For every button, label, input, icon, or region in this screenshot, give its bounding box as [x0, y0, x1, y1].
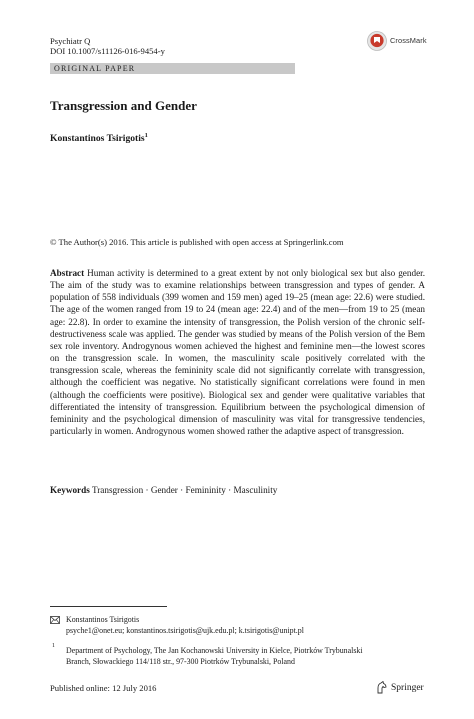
keywords	[50, 485, 277, 495]
affil-number: 1	[52, 643, 55, 649]
author-line	[50, 132, 148, 144]
author-name: Konstantinos Tsirigotis	[50, 133, 145, 145]
abstract-label: Abstract	[50, 268, 85, 278]
article-title: Transgression and Gender	[50, 98, 197, 113]
springer-label: Springer	[391, 683, 424, 693]
footnote-rule	[50, 606, 167, 607]
copyright-notice: © The Author(s) 2016. This article is published with open access at Springerlink.com	[50, 237, 344, 247]
envelope-icon	[50, 616, 60, 624]
keywords-label: Keywords	[50, 485, 90, 495]
contact-name: Konstantinos Tsirigotis	[66, 615, 140, 624]
affil-line-1: Department of Psychology, The Jan Kochanowski University in Kielce, Piotrków Trybunalski	[66, 646, 363, 655]
section-label: ORIGINAL PAPER	[54, 64, 136, 73]
author-affil-mark: 1	[144, 132, 148, 139]
contact-emails[interactable]: psyche1@onet.eu; konstantinos.tsirigotis@ujk.edu.pl; k.tsirigotis@unipt.pl	[66, 626, 304, 635]
crossmark-label: CrossMark	[390, 36, 427, 45]
crossmark-icon	[367, 31, 387, 51]
corresponding-author	[66, 614, 304, 636]
journal-header	[50, 36, 165, 56]
springer-logo	[376, 681, 436, 695]
crossmark-badge[interactable]	[367, 31, 429, 51]
published-date: Published online: 12 July 2016	[50, 683, 157, 693]
section-bar	[50, 63, 295, 74]
affil-line-2: Branch, Słowackiego 114/118 str., 97-300 Piotrków Trybunalski, Poland	[66, 657, 295, 666]
abstract	[50, 267, 425, 437]
abstract-text: Human activity is determined to a great extent by not only biological sex but also gender. The aim of the study was to examine relationships between transgression and types of gender. A population of 558 individuals (399 women and 159 men) aged 19–25 (mean age: 22.6) were studied. The age of the women ranged from 19 to 24 (mean age: 22.4) and of the men—from 19 to 25 (mean age: 22.8). In order to examine the intensity of transgression, the Polish version of the chronic self-destructiveness scale was applied. The gender was studied by means of the Polish version of the Bem sex role inventory. Androgynous women achieved the highest and feminine men—the lowest scores on the transgression scale. In women, the masculinity scale positively correlated with the transgression scale, whereas the femininity scale did not significantly correlate with transgression, although the coefficient was negative. No statistically significant correlations were found in men (although the coefficients were positive). Biological sex and gender were qualitative variables that differentiated the intensity of transgression. Equilibrium between the psychological dimension of femininity and the psychological dimension of masculinity was vital for transgressive tendencies, particularly in women. Androgynous women showed rather the adaptive aspect of transgression.	[50, 268, 425, 437]
journal-name: Psychiatr Q	[50, 36, 91, 46]
doi[interactable]: DOI 10.1007/s11126-016-9454-y	[50, 46, 165, 57]
affiliation	[66, 645, 363, 667]
keywords-text: Transgression · Gender · Femininity · Masculinity	[91, 485, 278, 495]
springer-horse-icon	[376, 681, 388, 694]
